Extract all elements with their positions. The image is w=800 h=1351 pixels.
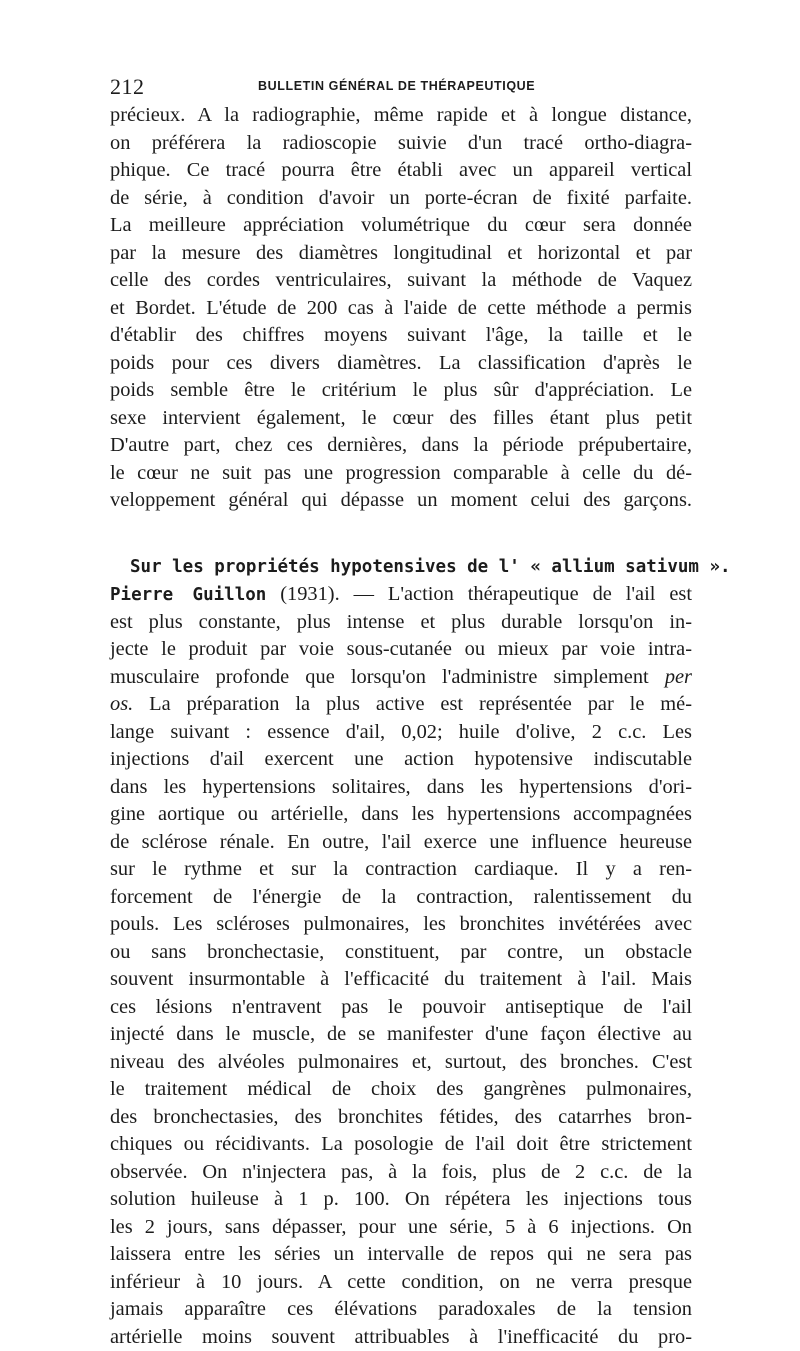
text-line [110, 691, 692, 719]
text-line: souvent insurmontable à l'efficacité du traitement à l'ail. Mais [110, 966, 692, 994]
text-line: lange suivant : essence d'ail, 0,02; huile d'olive, 2 c.c. Les [110, 719, 692, 747]
article-heading: Sur les propriétés hypotensives de l' « allium sativum ». [110, 554, 692, 582]
text-line: sexe intervient également, le cœur des filles étant plus petit [110, 405, 692, 433]
text-line: par la mesure des diamètres longitudinal et horizontal et par [110, 240, 692, 268]
text-line: jecte le produit par voie sous-cutanée ou mieux par voie intra- [110, 636, 692, 664]
text-line: d'établir des chiffres moyens suivant l'âge, la taille et le [110, 322, 692, 350]
text-line: sur le rythme et sur la contraction cardiaque. Il y a ren- [110, 856, 692, 884]
text-line: pouls. Les scléroses pulmonaires, les bronchites invétérées avec [110, 911, 692, 939]
text-line: de série, à condition d'avoir un porte-écran de fixité parfaite. [110, 185, 692, 213]
author-year-text: (1931). — L'action thérapeutique de l'ail est [266, 583, 692, 605]
text-line: les 2 jours, sans dépasser, pour une série, 5 à 6 injections. On [110, 1214, 692, 1242]
text-run: musculaire profonde que lorsqu'on l'administre simplement [110, 666, 665, 688]
page-header [110, 68, 692, 102]
text-line: inférieur à 10 jours. A cette condition, on ne verra presque [110, 1269, 692, 1297]
text-line: des bronchectasies, des bronchites fétides, des catarrhes bron- [110, 1104, 692, 1132]
text-line: D'autre part, chez ces dernières, dans la période prépubertaire, [110, 432, 692, 460]
text-line: injecté dans le muscle, de se manifester d'une façon élective au [110, 1021, 692, 1049]
paragraph-intro [110, 102, 692, 515]
text-line: précieux. A la radiographie, même rapide et à longue distance, [110, 102, 692, 130]
text-line: poids semble être le critérium le plus sûr d'appréciation. Le [110, 377, 692, 405]
text-line: solution huileuse à 1 p. 100. On répétera les injections tous [110, 1186, 692, 1214]
text-line: observée. On n'injectera pas, à la fois, plus de 2 c.c. de la [110, 1159, 692, 1187]
text-line: le cœur ne suit pas une progression comparable à celle du dé- [110, 460, 692, 488]
section-gap [110, 515, 692, 554]
text-line: laissera entre les séries un intervalle de repos qui ne sera pas [110, 1241, 692, 1269]
text-line: phique. Ce tracé pourra être établi avec un appareil vertical [110, 157, 692, 185]
text-line: veloppement général qui dépasse un moment celui des garçons. [110, 487, 692, 515]
document-page [110, 68, 692, 1351]
text-line: gine aortique ou artérielle, dans les hypertensions accompagnées [110, 801, 692, 829]
text-line: le traitement médical de choix des gangrènes pulmonaires, [110, 1076, 692, 1104]
text-line: forcement de l'énergie de la contraction, ralentissement du [110, 884, 692, 912]
text-line [110, 664, 692, 692]
running-title: BULLETIN GÉNÉRAL DE THÉRAPEUTIQUE [258, 79, 535, 93]
text-line: dans les hypertensions solitaires, dans les hypertensions d'ori- [110, 774, 692, 802]
text-line: celle des cordes ventriculaires, suivant la méthode de Vaquez [110, 267, 692, 295]
text-line: ou sans bronchectasie, constituent, par contre, un obstacle [110, 939, 692, 967]
text-line: La meilleure appréciation volumétrique du cœur sera donnée [110, 212, 692, 240]
text-line: injections d'ail exercent une action hypotensive indiscutable [110, 746, 692, 774]
text-line: niveau des alvéoles pulmonaires et, surtout, des bronches. C'est [110, 1049, 692, 1077]
italic-text: per [665, 666, 692, 688]
text-line: ces lésions n'entravent pas le pouvoir antiseptique de l'ail [110, 994, 692, 1022]
author-line [110, 581, 692, 609]
text-line: poids pour ces divers diamètres. La classification d'après le [110, 350, 692, 378]
author-name: Pierre Guillon [110, 585, 266, 605]
text-line: de sclérose rénale. En outre, l'ail exerce une influence heureuse [110, 829, 692, 857]
text-line: est plus constante, plus intense et plus durable lorsqu'on in- [110, 609, 692, 637]
page-number: 212 [110, 74, 145, 100]
text-line: on préférera la radioscopie suivie d'un tracé ortho-diagra- [110, 130, 692, 158]
text-line: jamais apparaître ces élévations paradoxales de la tension [110, 1296, 692, 1324]
text-line: chiques ou récidivants. La posologie de l'ail doit être strictement [110, 1131, 692, 1159]
italic-text: os. [110, 693, 133, 715]
text-line: artérielle moins souvent attribuables à l'inefficacité du pro- [110, 1324, 692, 1351]
article-allium-sativum [110, 554, 692, 1351]
text-run: La préparation la plus active est représentée par le mé- [133, 693, 692, 715]
text-line: et Bordet. L'étude de 200 cas à l'aide de cette méthode a permis [110, 295, 692, 323]
